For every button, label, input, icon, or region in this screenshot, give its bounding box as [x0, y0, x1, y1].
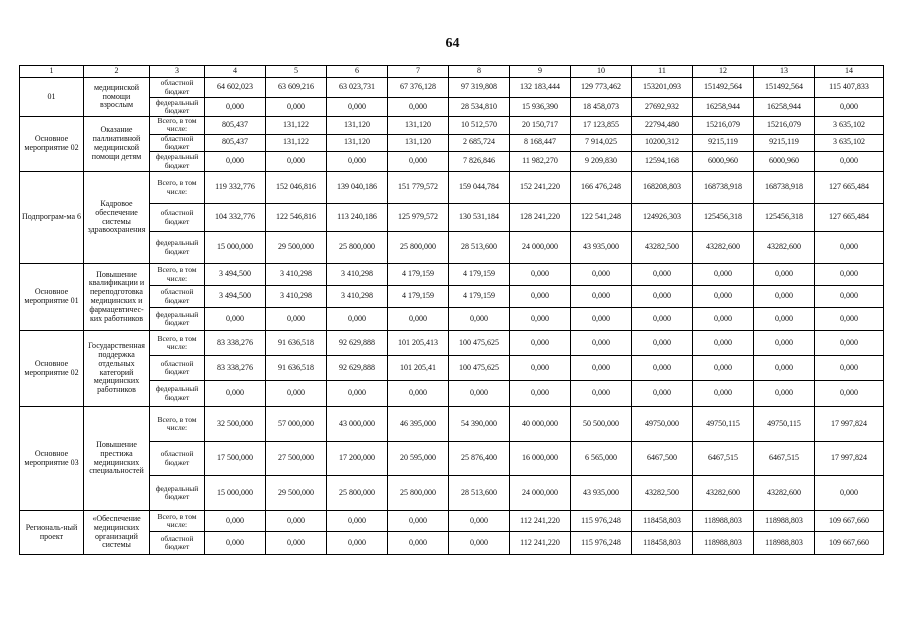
- value-cell: 2 685,724: [449, 134, 510, 152]
- value-cell: 0,000: [815, 356, 884, 381]
- table-row: [20, 152, 884, 172]
- value-cell: 0,000: [388, 98, 449, 117]
- value-cell: 0,000: [571, 264, 632, 286]
- value-cell: 104 332,776: [205, 204, 266, 232]
- value-cell: 805,437: [205, 134, 266, 152]
- value-cell: 0,000: [815, 98, 884, 117]
- value-cell: 0,000: [327, 532, 388, 555]
- value-cell: 153201,093: [632, 78, 693, 98]
- value-cell: 0,000: [754, 381, 815, 407]
- funding-source-cell: федеральный бюджет: [150, 308, 205, 331]
- value-cell: 115 976,248: [571, 532, 632, 555]
- value-cell: 129 773,462: [571, 78, 632, 98]
- value-cell: 20 595,000: [388, 442, 449, 476]
- value-cell: 0,000: [632, 264, 693, 286]
- value-cell: 24 000,000: [510, 476, 571, 511]
- value-cell: 151 779,572: [388, 172, 449, 204]
- value-cell: 3 494,500: [205, 264, 266, 286]
- program-cell: [20, 264, 84, 331]
- table-row: [20, 532, 884, 555]
- table-row: [20, 381, 884, 407]
- value-cell: 0,000: [205, 381, 266, 407]
- value-cell: 49750,115: [693, 407, 754, 442]
- value-cell: 119 332,776: [205, 172, 266, 204]
- value-cell: 0,000: [388, 532, 449, 555]
- value-cell: 92 629,888: [327, 331, 388, 356]
- value-cell: 131,122: [266, 134, 327, 152]
- funding-source-cell: областной бюджет: [150, 442, 205, 476]
- value-cell: 25 800,000: [327, 476, 388, 511]
- value-cell: 100 475,625: [449, 356, 510, 381]
- value-cell: 125456,318: [693, 204, 754, 232]
- value-cell: 0,000: [693, 356, 754, 381]
- value-cell: 0,000: [632, 331, 693, 356]
- value-cell: 0,000: [449, 381, 510, 407]
- value-cell: 25 800,000: [388, 476, 449, 511]
- value-cell: 0,000: [754, 331, 815, 356]
- value-cell: 0,000: [510, 286, 571, 308]
- value-cell: 128 241,220: [510, 204, 571, 232]
- value-cell: 0,000: [693, 308, 754, 331]
- funding-source-cell: областной бюджет: [150, 532, 205, 555]
- activity-label: Повышение престижа медицинских специальностей: [89, 439, 144, 476]
- funding-source-cell: областной бюджет: [150, 286, 205, 308]
- value-cell: 0,000: [571, 308, 632, 331]
- program-label: 01: [47, 91, 56, 101]
- table-row: [20, 117, 884, 135]
- value-cell: 151492,564: [754, 78, 815, 98]
- value-cell: 0,000: [327, 511, 388, 532]
- header-cell: 3: [150, 66, 205, 78]
- value-cell: 0,000: [449, 511, 510, 532]
- value-cell: 131,122: [266, 117, 327, 135]
- value-cell: 109 667,660: [815, 532, 884, 555]
- value-cell: 0,000: [510, 308, 571, 331]
- value-cell: 0,000: [327, 98, 388, 117]
- value-cell: 0,000: [815, 264, 884, 286]
- value-cell: 113 240,186: [327, 204, 388, 232]
- activity-cell: [84, 78, 150, 117]
- value-cell: 805,437: [205, 117, 266, 135]
- header-row: [20, 66, 884, 78]
- value-cell: 0,000: [510, 381, 571, 407]
- value-cell: 131,120: [388, 117, 449, 135]
- program-cell: [20, 117, 84, 172]
- value-cell: 3 635,102: [815, 117, 884, 135]
- value-cell: 15 000,000: [205, 232, 266, 264]
- funding-source-cell: Всего, в том числе:: [150, 511, 205, 532]
- activity-cell: [84, 172, 150, 264]
- value-cell: 0,000: [693, 286, 754, 308]
- value-cell: 0,000: [388, 511, 449, 532]
- table-row: [20, 264, 884, 286]
- value-cell: 0,000: [327, 308, 388, 331]
- value-cell: 0,000: [266, 152, 327, 172]
- value-cell: 0,000: [205, 152, 266, 172]
- value-cell: 109 667,660: [815, 511, 884, 532]
- value-cell: 22794,480: [632, 117, 693, 135]
- value-cell: 0,000: [754, 308, 815, 331]
- value-cell: 6467,515: [754, 442, 815, 476]
- program-cell: [20, 511, 84, 555]
- value-cell: 17 997,824: [815, 407, 884, 442]
- table-row: [20, 134, 884, 152]
- value-cell: 0,000: [205, 98, 266, 117]
- funding-source-cell: федеральный бюджет: [150, 232, 205, 264]
- program-label: Основное мероприятие 01: [24, 287, 79, 305]
- value-cell: 0,000: [266, 532, 327, 555]
- value-cell: 29 500,000: [266, 476, 327, 511]
- value-cell: 0,000: [266, 511, 327, 532]
- value-cell: 0,000: [815, 381, 884, 407]
- value-cell: 131,120: [388, 134, 449, 152]
- value-cell: 131,120: [327, 117, 388, 135]
- table-row: [20, 407, 884, 442]
- header-cell: 13: [754, 66, 815, 78]
- header-cell: 6: [327, 66, 388, 78]
- value-cell: 43282,600: [693, 232, 754, 264]
- value-cell: 4 179,159: [388, 286, 449, 308]
- value-cell: 0,000: [693, 331, 754, 356]
- value-cell: 0,000: [510, 264, 571, 286]
- table-row: [20, 331, 884, 356]
- table-row: [20, 442, 884, 476]
- value-cell: 9215,119: [754, 134, 815, 152]
- value-cell: 10 512,570: [449, 117, 510, 135]
- value-cell: 0,000: [815, 331, 884, 356]
- page-number: 64: [445, 36, 460, 51]
- value-cell: 7 914,025: [571, 134, 632, 152]
- value-cell: 166 476,248: [571, 172, 632, 204]
- value-cell: 54 390,000: [449, 407, 510, 442]
- value-cell: 17 500,000: [205, 442, 266, 476]
- value-cell: 0,000: [632, 286, 693, 308]
- value-cell: 100 475,625: [449, 331, 510, 356]
- value-cell: 28 513,600: [449, 232, 510, 264]
- funding-source-cell: Всего, в том числе:: [150, 264, 205, 286]
- activity-cell: [84, 117, 150, 172]
- value-cell: 40 000,000: [510, 407, 571, 442]
- program-label: Подпрограм-ма 6: [22, 212, 82, 222]
- funding-source-cell: Всего, в том числе:: [150, 331, 205, 356]
- table-row: [20, 308, 884, 331]
- value-cell: 118988,803: [693, 511, 754, 532]
- value-cell: 3 410,298: [327, 264, 388, 286]
- value-cell: 6000,960: [754, 152, 815, 172]
- value-cell: 67 376,128: [388, 78, 449, 98]
- header-cell: 11: [632, 66, 693, 78]
- value-cell: 28 534,810: [449, 98, 510, 117]
- value-cell: 112 241,220: [510, 532, 571, 555]
- value-cell: 10200,312: [632, 134, 693, 152]
- value-cell: 92 629,888: [327, 356, 388, 381]
- table-row: [20, 172, 884, 204]
- value-cell: 49750,000: [632, 407, 693, 442]
- value-cell: 43282,600: [693, 476, 754, 511]
- value-cell: 57 000,000: [266, 407, 327, 442]
- value-cell: 63 609,216: [266, 78, 327, 98]
- value-cell: 122 541,248: [571, 204, 632, 232]
- value-cell: 6 565,000: [571, 442, 632, 476]
- value-cell: 43282,500: [632, 476, 693, 511]
- activity-cell: [84, 264, 150, 331]
- value-cell: 6000,960: [693, 152, 754, 172]
- funding-source-cell: федеральный бюджет: [150, 152, 205, 172]
- value-cell: 0,000: [754, 356, 815, 381]
- value-cell: 7 826,846: [449, 152, 510, 172]
- value-cell: 20 150,717: [510, 117, 571, 135]
- activity-label: Государственная поддержка отдельных категорий медицинских работников: [88, 341, 145, 395]
- program-label: Основное мероприятие 03: [24, 448, 79, 467]
- table-row: [20, 511, 884, 532]
- value-cell: 9215,119: [693, 134, 754, 152]
- value-cell: 0,000: [571, 286, 632, 308]
- value-cell: 0,000: [815, 286, 884, 308]
- activity-label: Повышение квалификации и переподготовка медицинских и фармацевтичес-ких работников: [88, 269, 145, 323]
- value-cell: 0,000: [693, 381, 754, 407]
- value-cell: 64 602,023: [205, 78, 266, 98]
- value-cell: 125 979,572: [388, 204, 449, 232]
- value-cell: 130 531,184: [449, 204, 510, 232]
- value-cell: 27 500,000: [266, 442, 327, 476]
- value-cell: 115 407,833: [815, 78, 884, 98]
- value-cell: 17 123,855: [571, 117, 632, 135]
- header-cell: 12: [693, 66, 754, 78]
- value-cell: 139 040,186: [327, 172, 388, 204]
- value-cell: 118458,803: [632, 532, 693, 555]
- activity-label: Кадровое обеспечение системы здравоохранения: [87, 198, 146, 235]
- program-cell: [20, 331, 84, 407]
- value-cell: 0,000: [388, 381, 449, 407]
- value-cell: 125456,318: [754, 204, 815, 232]
- value-cell: 0,000: [510, 331, 571, 356]
- value-cell: 15 936,390: [510, 98, 571, 117]
- value-cell: 0,000: [632, 381, 693, 407]
- value-cell: 4 179,159: [449, 264, 510, 286]
- value-cell: 127 665,484: [815, 172, 884, 204]
- funding-source-cell: Всего, в том числе:: [150, 172, 205, 204]
- value-cell: 132 183,444: [510, 78, 571, 98]
- value-cell: 3 494,500: [205, 286, 266, 308]
- value-cell: 168738,918: [754, 172, 815, 204]
- value-cell: 159 044,784: [449, 172, 510, 204]
- value-cell: 0,000: [449, 308, 510, 331]
- header-cell: 9: [510, 66, 571, 78]
- value-cell: 0,000: [205, 308, 266, 331]
- value-cell: 15216,079: [693, 117, 754, 135]
- value-cell: 3 410,298: [266, 286, 327, 308]
- value-cell: 16258,944: [693, 98, 754, 117]
- funding-source-cell: Всего, в том числе:: [150, 407, 205, 442]
- funding-source-cell: Всего, в том числе:: [150, 117, 205, 135]
- value-cell: 0,000: [815, 476, 884, 511]
- activity-cell: [84, 407, 150, 511]
- value-cell: 131,120: [327, 134, 388, 152]
- header-cell: 4: [205, 66, 266, 78]
- program-label: Основное мероприятие 02: [24, 358, 79, 377]
- value-cell: 168208,803: [632, 172, 693, 204]
- value-cell: 0,000: [388, 308, 449, 331]
- value-cell: 43282,600: [754, 476, 815, 511]
- value-cell: 3 635,102: [815, 134, 884, 152]
- value-cell: 4 179,159: [388, 264, 449, 286]
- value-cell: 151492,564: [693, 78, 754, 98]
- value-cell: 0,000: [205, 511, 266, 532]
- activity-cell: [84, 331, 150, 407]
- budget-table: [19, 65, 884, 555]
- value-cell: 12594,168: [632, 152, 693, 172]
- program-label: Региональ-ный проект: [25, 522, 78, 541]
- value-cell: 0,000: [266, 308, 327, 331]
- value-cell: 0,000: [815, 152, 884, 172]
- value-cell: 152 046,816: [266, 172, 327, 204]
- value-cell: 101 205,413: [388, 331, 449, 356]
- value-cell: 6467,500: [632, 442, 693, 476]
- value-cell: 0,000: [388, 152, 449, 172]
- value-cell: 152 241,220: [510, 172, 571, 204]
- table-row: [20, 476, 884, 511]
- value-cell: 17 200,000: [327, 442, 388, 476]
- header-cell: 1: [20, 66, 84, 78]
- value-cell: 27692,932: [632, 98, 693, 117]
- table-row: [20, 78, 884, 98]
- value-cell: 8 168,447: [510, 134, 571, 152]
- value-cell: 0,000: [632, 308, 693, 331]
- value-cell: 0,000: [571, 381, 632, 407]
- value-cell: 122 546,816: [266, 204, 327, 232]
- header-cell: 10: [571, 66, 632, 78]
- value-cell: 15 000,000: [205, 476, 266, 511]
- header-cell: 14: [815, 66, 884, 78]
- value-cell: 24 000,000: [510, 232, 571, 264]
- value-cell: 63 023,731: [327, 78, 388, 98]
- funding-source-cell: областной бюджет: [150, 134, 205, 152]
- header-cell: 7: [388, 66, 449, 78]
- value-cell: 118988,803: [693, 532, 754, 555]
- activity-label: медицинской помощи взрослым: [93, 82, 139, 110]
- value-cell: 0,000: [266, 381, 327, 407]
- header-cell: 2: [84, 66, 150, 78]
- value-cell: 25 800,000: [388, 232, 449, 264]
- value-cell: 11 982,270: [510, 152, 571, 172]
- value-cell: 17 997,824: [815, 442, 884, 476]
- value-cell: 97 319,808: [449, 78, 510, 98]
- table-row: [20, 204, 884, 232]
- value-cell: 0,000: [754, 264, 815, 286]
- program-cell: [20, 172, 84, 264]
- program-cell: [20, 407, 84, 511]
- header-cell: 8: [449, 66, 510, 78]
- value-cell: 49750,115: [754, 407, 815, 442]
- value-cell: 112 241,220: [510, 511, 571, 532]
- value-cell: 0,000: [632, 356, 693, 381]
- value-cell: 50 500,000: [571, 407, 632, 442]
- value-cell: 168738,918: [693, 172, 754, 204]
- value-cell: 101 205,41: [388, 356, 449, 381]
- table-row: [20, 286, 884, 308]
- value-cell: 28 513,600: [449, 476, 510, 511]
- activity-label: Оказание паллиативной медицинской помощи детям: [91, 125, 142, 161]
- value-cell: 0,000: [815, 232, 884, 264]
- value-cell: 43 935,000: [571, 232, 632, 264]
- program-label: Основное мероприятие 02: [24, 134, 79, 152]
- value-cell: 0,000: [815, 308, 884, 331]
- funding-source-cell: федеральный бюджет: [150, 98, 205, 117]
- table-row: [20, 232, 884, 264]
- value-cell: 118988,803: [754, 532, 815, 555]
- funding-source-cell: областной бюджет: [150, 356, 205, 381]
- funding-source-cell: областной бюджет: [150, 204, 205, 232]
- header-cell: 5: [266, 66, 327, 78]
- value-cell: 25 800,000: [327, 232, 388, 264]
- value-cell: 0,000: [205, 532, 266, 555]
- value-cell: 32 500,000: [205, 407, 266, 442]
- value-cell: 16258,944: [754, 98, 815, 117]
- value-cell: 6467,515: [693, 442, 754, 476]
- activity-label: «Обеспечение медицинских организаций системы: [92, 513, 141, 550]
- value-cell: 0,000: [571, 356, 632, 381]
- value-cell: 0,000: [754, 286, 815, 308]
- funding-source-cell: федеральный бюджет: [150, 476, 205, 511]
- value-cell: 4 179,159: [449, 286, 510, 308]
- value-cell: 124926,303: [632, 204, 693, 232]
- value-cell: 0,000: [571, 331, 632, 356]
- value-cell: 0,000: [693, 264, 754, 286]
- value-cell: 15216,079: [754, 117, 815, 135]
- value-cell: 83 338,276: [205, 331, 266, 356]
- value-cell: 0,000: [266, 98, 327, 117]
- value-cell: 127 665,484: [815, 204, 884, 232]
- funding-source-cell: федеральный бюджет: [150, 381, 205, 407]
- value-cell: 43 935,000: [571, 476, 632, 511]
- value-cell: 9 209,830: [571, 152, 632, 172]
- value-cell: 0,000: [510, 356, 571, 381]
- value-cell: 46 395,000: [388, 407, 449, 442]
- value-cell: 3 410,298: [266, 264, 327, 286]
- funding-source-cell: областной бюджет: [150, 78, 205, 98]
- value-cell: 91 636,518: [266, 356, 327, 381]
- value-cell: 118458,803: [632, 511, 693, 532]
- value-cell: 0,000: [327, 152, 388, 172]
- value-cell: 29 500,000: [266, 232, 327, 264]
- value-cell: 18 458,073: [571, 98, 632, 117]
- value-cell: 43282,500: [632, 232, 693, 264]
- value-cell: 0,000: [449, 532, 510, 555]
- activity-cell: [84, 511, 150, 555]
- value-cell: 16 000,000: [510, 442, 571, 476]
- value-cell: 43 000,000: [327, 407, 388, 442]
- table-row: [20, 356, 884, 381]
- value-cell: 118988,803: [754, 511, 815, 532]
- value-cell: 83 338,276: [205, 356, 266, 381]
- table-row: [20, 98, 884, 117]
- value-cell: 3 410,298: [327, 286, 388, 308]
- program-cell: [20, 78, 84, 117]
- value-cell: 0,000: [327, 381, 388, 407]
- value-cell: 43282,600: [754, 232, 815, 264]
- value-cell: 25 876,400: [449, 442, 510, 476]
- value-cell: 91 636,518: [266, 331, 327, 356]
- value-cell: 115 976,248: [571, 511, 632, 532]
